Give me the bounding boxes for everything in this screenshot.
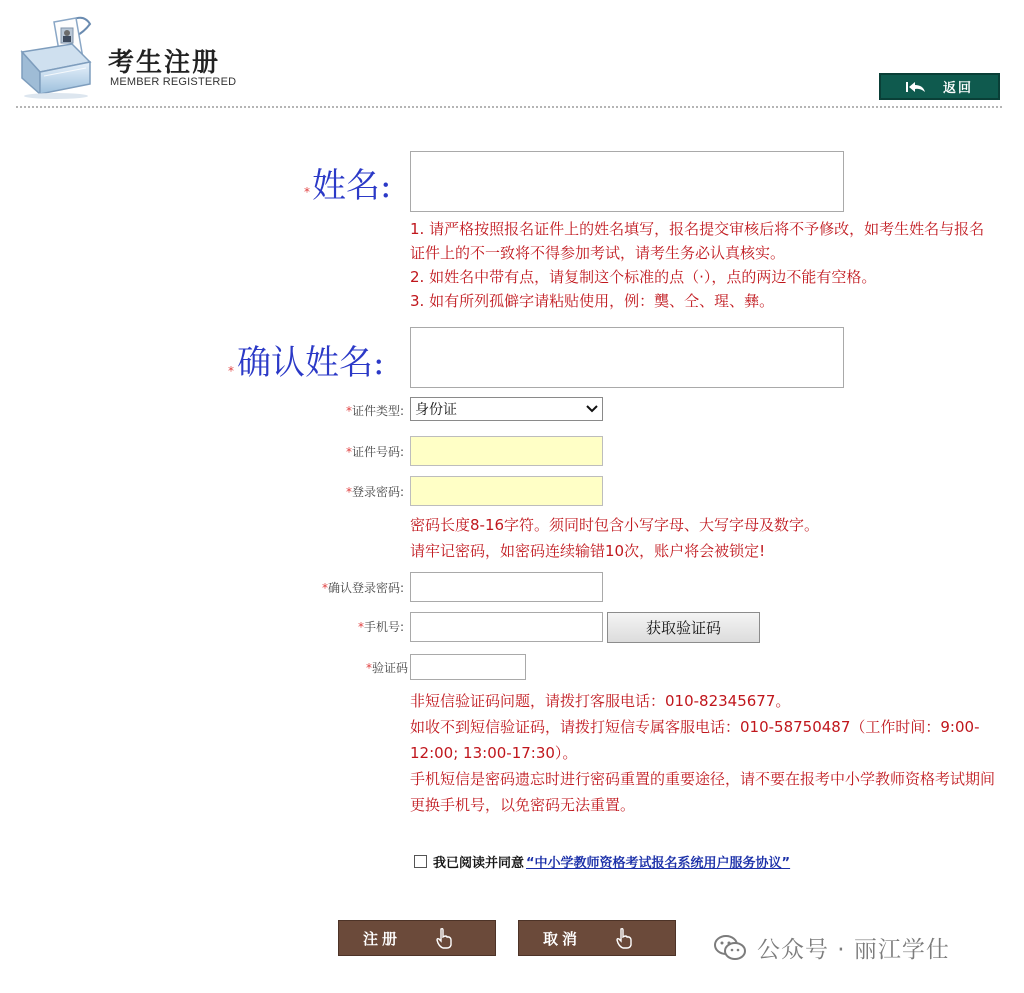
header-divider [16, 106, 1002, 108]
name-label: 姓名: [312, 166, 392, 206]
confirm-name-required-mark: * [228, 364, 234, 378]
name-note-3: 3. 如有所列孤僻字请粘贴使用，例：龑、仝、瑆、彝。 [410, 292, 775, 310]
phone-note-1: 非短信验证码问题，请拨打客服电话：010-82345677。 [410, 692, 791, 710]
id-card-logo-icon [14, 14, 100, 100]
get-code-button[interactable]: 获取验证码 [607, 612, 760, 643]
confirm-name-input[interactable] [410, 327, 844, 388]
wechat-icon [713, 934, 747, 962]
password-note-2: 请牢记密码，如密码连续输错10次，账户将会被锁定! [410, 542, 766, 560]
code-input[interactable] [410, 654, 526, 680]
page-subtitle: MEMBER REGISTERED [110, 76, 237, 88]
phone-notes [410, 688, 998, 818]
id-type-label: *证件类型: [345, 404, 404, 418]
confirm-name-label: 确认姓名: [237, 343, 385, 383]
cancel-button[interactable] [518, 920, 676, 956]
page-title: 考生注册 [108, 48, 221, 78]
cancel-button-label: 取消 [543, 929, 582, 948]
name-note-1: 1. 请严格按照报名证件上的姓名填写，报名提交审核后将不予修改，如考生姓名与报名证件上的不一致将不得参加考试，请考生务必认真核实。 [410, 220, 985, 262]
confirm-password-label: *确认登录密码: [321, 581, 404, 595]
watermark-text: 公众号 · 丽江学仕 [757, 937, 950, 963]
hand-pointer-icon [615, 927, 635, 949]
phone-input[interactable] [410, 612, 603, 642]
name-notes [410, 217, 995, 313]
register-button[interactable] [338, 920, 496, 956]
name-note-2: 2. 如姓名中带有点，请复制这个标准的点（·），点的两边不能有空格。 [410, 268, 877, 286]
agreement-row [414, 852, 790, 871]
register-button-label: 注册 [363, 929, 402, 948]
name-input[interactable] [410, 151, 844, 212]
back-button-label: 返回 [943, 81, 974, 96]
agreement-link[interactable]: “中小学教师资格考试报名系统用户服务协议” [526, 856, 791, 871]
phone-note-3: 手机短信是密码遗忘时进行密码重置的重要途径，请不要在报考中小学教师资格考试期间更换手机号，以免密码无法重置。 [410, 770, 996, 814]
back-button[interactable] [879, 73, 1000, 100]
phone-label: *手机号: [357, 620, 404, 634]
id-type-select[interactable] [410, 397, 603, 421]
hand-pointer-icon [435, 927, 455, 949]
phone-note-2: 如收不到短信验证码，请拨打短信专属客服电话：010-58750487（工作时间：9:00-12:00; 13:00-17:30）。 [410, 718, 980, 762]
id-number-input[interactable] [410, 436, 603, 466]
password-input[interactable] [410, 476, 603, 506]
watermark [713, 931, 950, 964]
password-label: *登录密码: [345, 485, 404, 499]
agree-text: 我已阅读并同意 [433, 856, 525, 871]
chevron-down-icon [582, 398, 602, 420]
password-notes [410, 512, 990, 564]
password-note-1: 密码长度8-16字符。须同时包含小写字母、大写字母及数字。 [410, 516, 820, 534]
id-type-value: 身份证 [415, 402, 457, 418]
agree-checkbox[interactable] [414, 855, 427, 868]
back-arrow-icon [905, 80, 927, 94]
code-label: *验证码 [365, 661, 408, 675]
name-required-mark: * [304, 185, 310, 199]
id-number-label: *证件号码: [345, 445, 404, 459]
confirm-password-input[interactable] [410, 572, 603, 602]
